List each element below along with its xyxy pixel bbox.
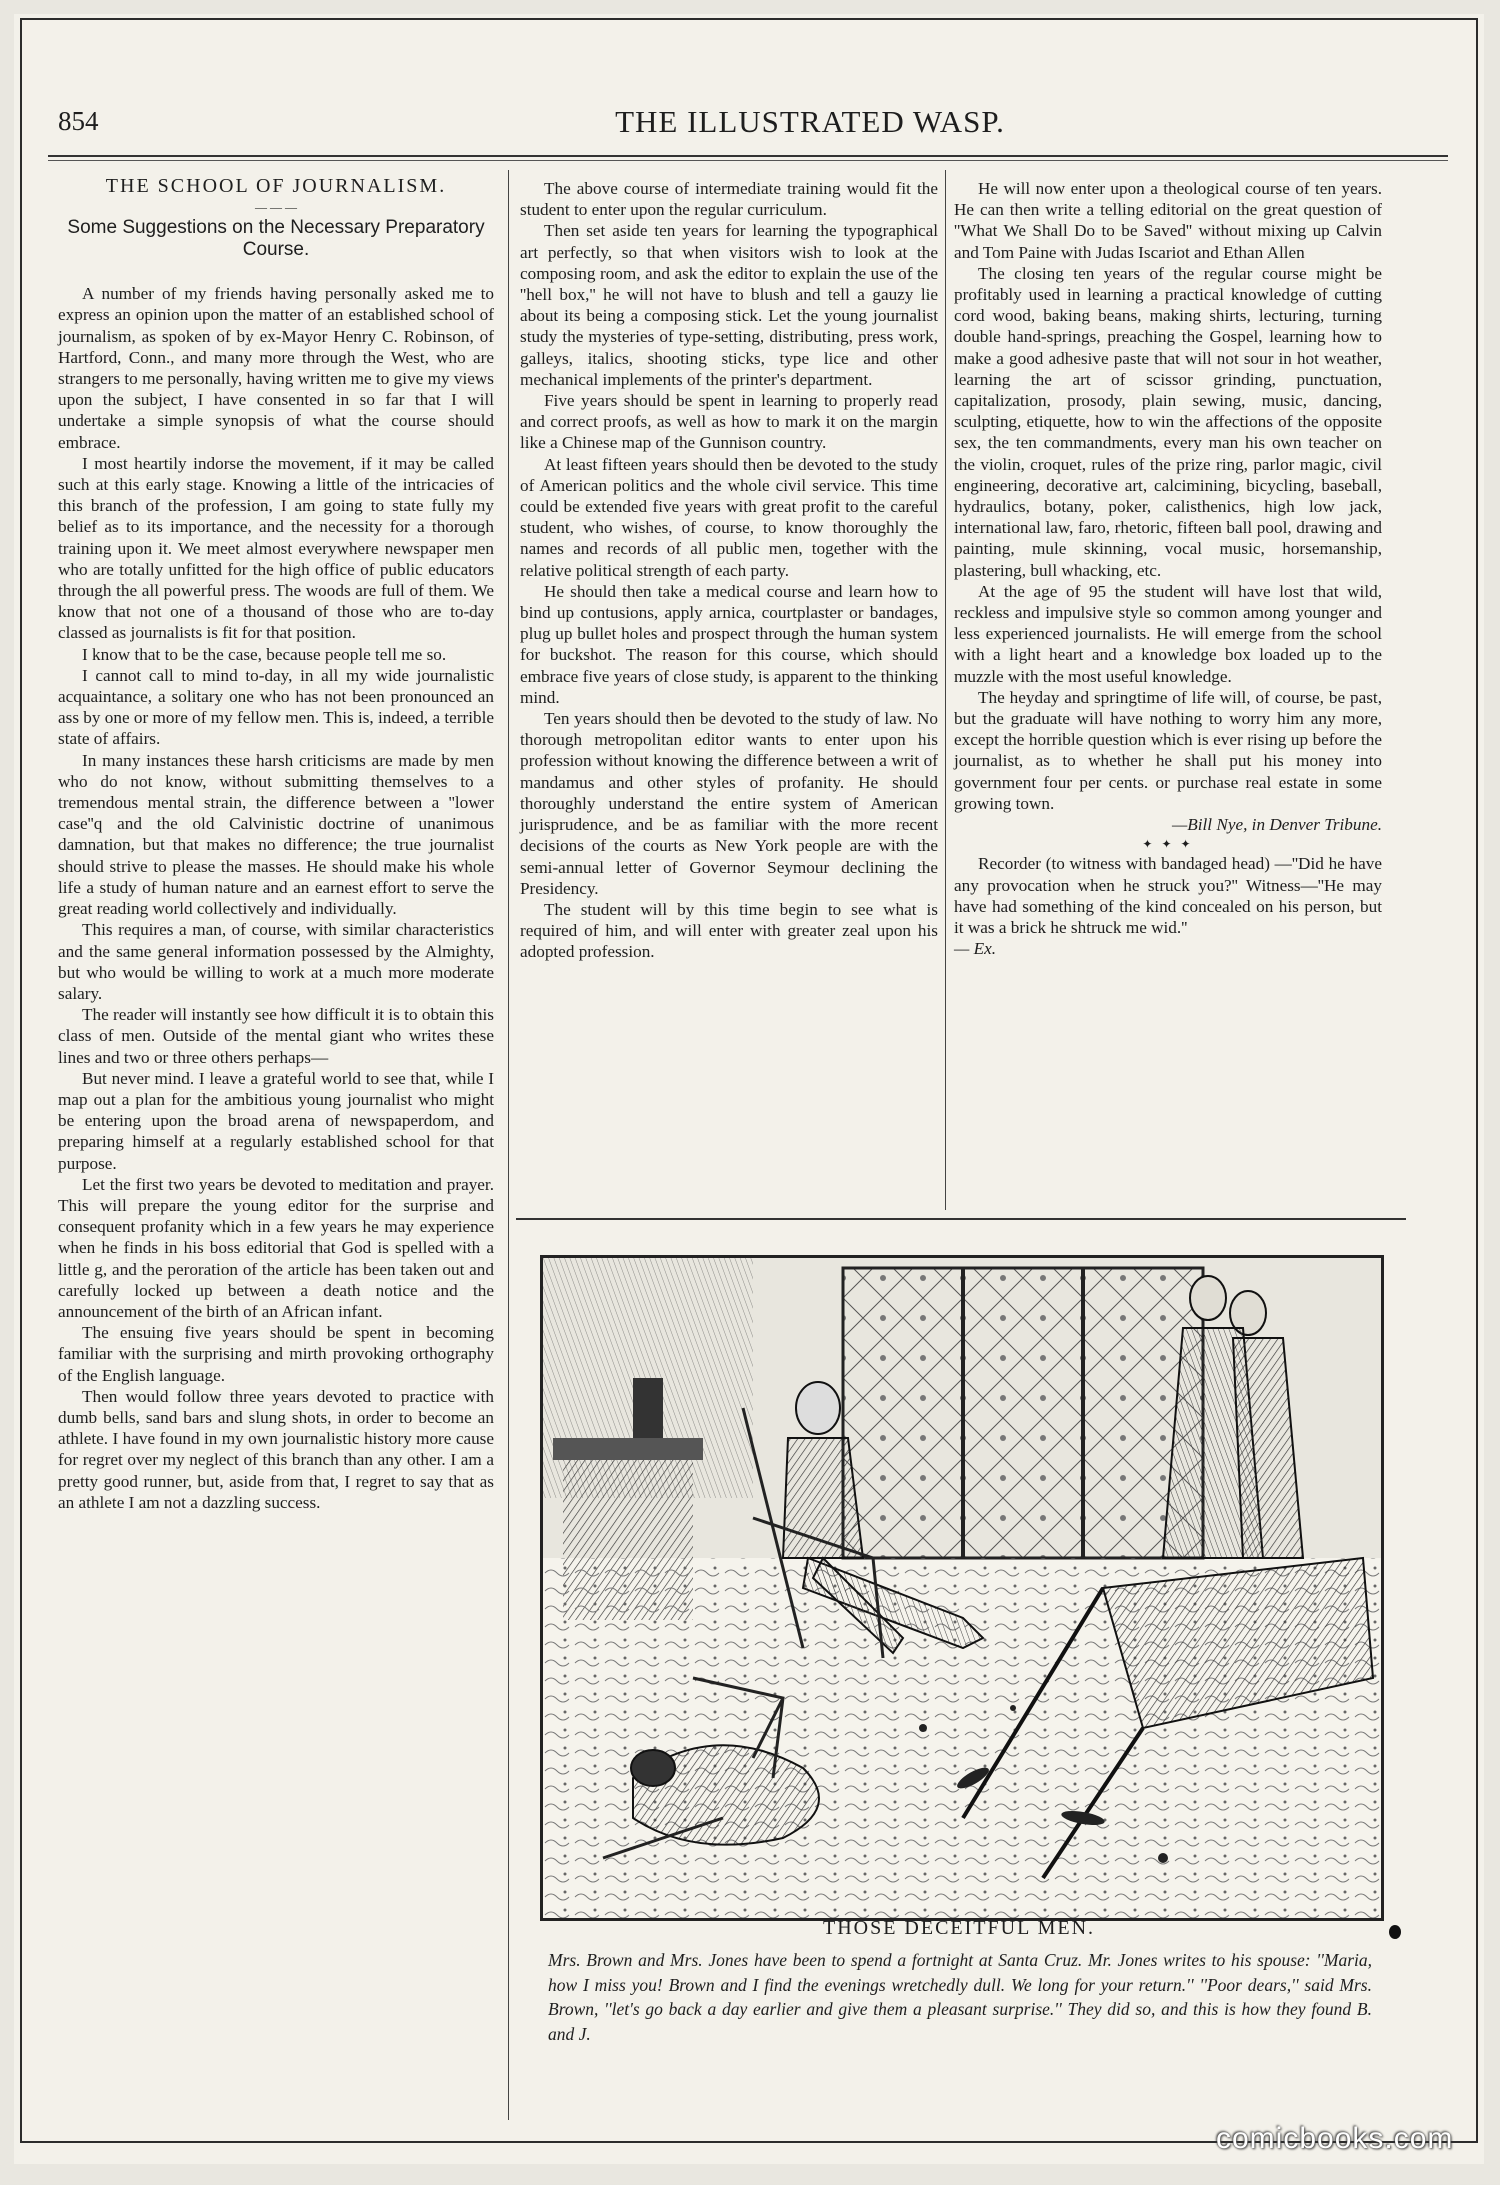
article-column-3	[954, 178, 1382, 959]
paragraph: He should then take a medical course and learn how to bind up contusions, apply arnica, courtplaster or bandages, plug up bullet holes and prospect through the human system for buckshot. The reason for this course, which should embrace five years of close study, is apparent to the thinking mind.	[520, 581, 938, 707]
paragraph: Let the first two years be devoted to meditation and prayer. This will prepare the young editor for the surprise and consequent profanity which in a few years he may experience when he finds in his boss editorial that God is spelled with a little g, and the peroration of the article has been taken out and carefully locked up between a death notice and the announcement of the birth of an African infant.	[58, 1174, 494, 1321]
column-divider	[945, 170, 946, 1210]
watermark-logo: comicbooks.com	[1216, 2122, 1454, 2155]
paragraph: The student will by this time begin to see what is required of him, and will enter with greater zeal upon his adopted profession.	[520, 899, 938, 962]
paragraph: I know that to be the case, because people tell me so.	[82, 644, 447, 664]
paragraph: Ten years should then be devoted to the study of law. No thorough metropolitan editor wants to enter upon his profession without knowing the difference between a writ of mandamus and other styles of profanity. He should thoroughly understand the entire system of American jurisprudence, and be as familiar with the more recent decisions of the courts as New York people are with the semi-annual letter of Governor Seymour declining the Presidency.	[520, 709, 938, 898]
paragraph: The heyday and springtime of life will, of course, be past, but the graduate will have nothing to worry him any more, except the horrible question which is ever rising up before the journalist, as to whether he shall put his money into government four per cents. or purchase real estate in some growing town.	[954, 687, 1382, 813]
header-rule	[48, 155, 1448, 157]
article-column-2	[520, 178, 938, 963]
paragraph: Then set aside ten years for learning the typographical art perfectly, so that when visitors wish to look at the composing room, and ask the editor to explain the use of the ''hell box,'' he will not have to blush and tell a gauzy lie about its being a composing stick. Let the young journalist study the mysteries of type-setting, distributing, press work, galleys, italics, shooting sticks, type lice and other mechanical implements of the printer's department.	[520, 221, 938, 389]
bullet-mark	[1389, 1925, 1401, 1939]
illustration-rule	[516, 1218, 1406, 1220]
illustration-title: THOSE DECEITFUL MEN.	[822, 1917, 1096, 1939]
paragraph: At the age of 95 the student will have lost that wild, reckless and impulsive style so common among younger and less experienced journalists. He will emerge from the school with a light heart and a knowledge box loaded up to the muzzle with the most useful knowledge.	[954, 581, 1382, 686]
paragraph: I cannot call to mind to-day, in all my wide journalistic acquaintance, a solitary one who has not been pronounced an ass by one or more of my fellow men. This is, indeed, a terrible state of affairs.	[58, 665, 494, 749]
paragraph: In many instances these harsh criticisms are made by men who do not know, without submitting themselves to a tremendous mental strain, the difference between a ''lower case''q and the old Calvinistic doctrine of unanimous damnation, but that makes no difference; the true journalist should strive to please the masses. He should make his whole life a study of human nature and an earnest effort to serve the great reading world collectively and individually.	[58, 750, 494, 919]
border-left	[20, 18, 22, 2143]
border-right	[1476, 18, 1478, 2143]
border-top	[20, 18, 1478, 20]
paragraph: The above course of intermediate training would fit the student to enter upon the regular curriculum.	[520, 179, 938, 220]
page-number: 854	[58, 106, 99, 136]
header-rule-thin	[48, 160, 1448, 161]
paragraph: But never mind. I leave a grateful world to see that, while I map out a plan for the ambitious young journalist who might be entering upon the broad arena of newspaperdom, and preparing himself at a regularly established school for that purpose.	[58, 1068, 494, 1173]
paragraph: He will now enter upon a theological course of ten years. He can then write a telling editorial on the great question of ''What We Shall Do to be Saved'' without mixing up Calvin and Tom Paine with Judas Iscariot and Ethan Allen	[954, 179, 1382, 262]
paragraph: I most heartily indorse the movement, if it may be called such at this early stage. Knowing a little of the intricacies of this branch of the profession, I am going to state fully my belief as to its importance, and the necessity for a thorough training upon it. We meet almost everywhere newspaper men who are totally unfitted for the high office of public educators through the all powerful press. The woods are full of them. We know that not one of a thousand of those who are to-day classed as journalists is fit for that position.	[58, 453, 494, 643]
engraving-illustration	[540, 1255, 1384, 1921]
paragraph: At least fifteen years should then be devoted to the study of American politics and the whole civil service. This time could be extended five years with great profit to the careful student, who wishes, of course, to know thoroughly the names and records of all public men, together with the relative political strength of each party.	[520, 454, 938, 580]
illustration-caption: Mrs. Brown and Mrs. Jones have been to spend a fortnight at Santa Cruz. Mr. Jones writes to his spouse: ''Maria, how I miss you! Brown and I find the evenings wretchedly dull. We long for your return.'' ''Poor dears,'' said Mrs. Brown, ''let's go back a day earlier and give them a pleasant surprise.'' They did so, and this is how they found B. and J.	[548, 1950, 1372, 2044]
joke-text: Recorder (to witness with bandaged head) —''Did he have any provocation when he struck you?'' Witness—''He may have had something of the kind concealed on his person, but it was a brick he shtruck me wid.''	[954, 854, 1382, 937]
paragraph: The reader will instantly see how difficult it is to obtain this class of men. Outside of the mental giant who writes these lines and two or three others perhaps—	[58, 1005, 494, 1067]
masthead: THE ILLUSTRATED WASP.	[615, 104, 1005, 139]
paragraph: A number of my friends having personally asked me to express an opinion upon the matter of an established school of journalism, as spoken of by ex-Mayor Henry C. Robinson, of Hartford, Conn., and many more through the West, who are strangers to me personally, having written me to give my views upon the subject, I have consented in so far that I will undertake a simple synopsis of what the course should embrace.	[58, 284, 494, 452]
article-subtitle: Some Suggestions on the Necessary Preparatory Course.	[67, 217, 485, 261]
paragraph: Five years should be spent in learning to properly read and correct proofs, as well as how to mark it on the margin like a Chinese map of the Gunnison country.	[520, 391, 938, 453]
joke-source: — Ex.	[954, 939, 997, 959]
article-column-1	[58, 172, 494, 1513]
article-signature: —Bill Nye, in Denver Tribune.	[1171, 815, 1382, 835]
title-dash: — — —	[255, 200, 297, 215]
engraving-drawing	[543, 1258, 1381, 1918]
paragraph: The ensuing five years should be spent in becoming familiar with the surprising and mirth provoking orthography of the English language.	[58, 1323, 494, 1385]
paragraph: Then would follow three years devoted to practice with dumb bells, sand bars and slung shots, in order to become an athlete. I have found in my own journalistic history more cause for regret over my neglect of this branch than any other. I am a pretty good runner, but, aside from that, I regret to say that as an athlete I am not a dazzling success.	[58, 1386, 494, 1512]
article-title: THE SCHOOL OF JOURNALISM.	[105, 175, 447, 197]
column-divider	[508, 170, 509, 2120]
paragraph: The closing ten years of the regular course might be profitably used in learning a practical knowledge of cutting cord wood, baking beans, making shirts, lecturing, turning double hand-springs, preaching the Gospel, learning how to make a good adhesive paste that will not sour in hot weather, learning the art of scissor grinding, punctuation, capitalization, prosody, plain sewing, music, dancing, sculpting, etiquette, how to win the affections of the opposite sex, the ten commandments, every man his own teacher on the violin, croquet, rules of the prize ring, parlor magic, civil engineering, decorative art, calcimining, bicycling, baseball, hydraulics, botany, poker, calisthenics, high low jack, international law, faro, rhetoric, fifteen ball pool, drawing and painting, mule skinning, vocal music, horsemanship, plastering, bull whacking, etc.	[954, 263, 1382, 580]
separator-ornament: ✦ ✦ ✦	[1142, 837, 1194, 852]
paragraph: This requires a man, of course, with similar characteristics and the same general information possessed by the Almighty, but who would be willing to work at a much more moderate salary.	[58, 920, 494, 1003]
